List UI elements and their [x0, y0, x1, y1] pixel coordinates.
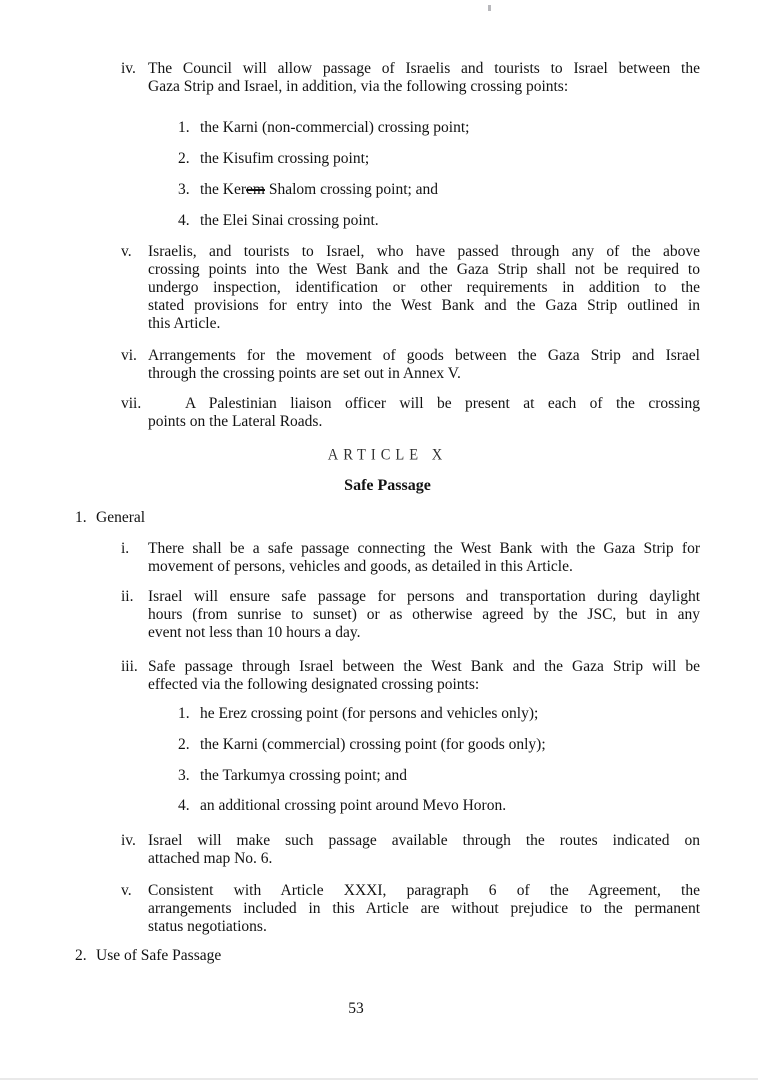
paragraph-line: Israelis, and tourists to Israel, who have passed through any of the above: [148, 243, 700, 260]
list-item-text: [200, 181, 700, 199]
paragraph-line: The Council will allow passage of Israelis and tourists to Israel between the: [148, 60, 700, 77]
paragraph-line: event not less than 10 hours a day.: [148, 624, 361, 641]
paragraph-label: iv.: [121, 60, 136, 77]
paragraph-line: A Palestinian liaison officer will be present at each of the crossing: [185, 395, 700, 412]
paragraph-label: iii.: [121, 658, 138, 675]
scan-artifact-speck: [488, 5, 491, 11]
section-header-use-of-safe-passage: [75, 947, 700, 965]
paragraph-line: effected via the following designated crossing points:: [148, 676, 480, 693]
list-item-number: 4.: [178, 797, 190, 814]
paragraph-line: arrangements included in this Article are without prejudice to the permanent: [148, 900, 700, 917]
list-item-text: the Karni (commercial) crossing point (for goods only);: [200, 736, 546, 753]
paragraph-line: movement of persons, vehicles and goods, as detailed in this Article.: [148, 558, 573, 575]
list-item-text: the Elei Sinai crossing point.: [200, 212, 379, 229]
paragraph-line: There shall be a safe passage connecting the West Bank with the Gaza Strip for: [148, 540, 700, 557]
list-item-number: 3.: [178, 181, 190, 198]
paragraph-label: ii.: [121, 588, 134, 605]
paragraph-line: Israel will ensure safe passage for persons and transportation during daylight: [148, 588, 700, 605]
list-item-text: the Karni (non-commercial) crossing point;: [200, 119, 470, 136]
list-item: [75, 767, 700, 785]
list-item-number: 1.: [178, 705, 190, 722]
list-item-number: 1.: [178, 119, 190, 136]
paragraph-label: vi.: [121, 347, 137, 364]
paragraph-label: iv.: [121, 832, 136, 849]
paragraph-line: status negotiations.: [148, 918, 267, 935]
list-item-number: 4.: [178, 212, 190, 229]
paragraph-line: hours (from sunrise to sunset) or as otherwise agreed by the JSC, but in any: [148, 606, 700, 623]
page-content: [75, 60, 700, 965]
paragraph-line: Safe passage through Israel between the West Bank and the Gaza Strip will be: [148, 658, 700, 675]
paragraph-line: undergo inspection, identification or other requirements in addition to the: [148, 279, 700, 296]
section-title: Use of Safe Passage: [96, 947, 222, 964]
paragraph-label: vii.: [121, 395, 142, 412]
list-item: [75, 212, 700, 230]
paragraph-line: crossing points into the West Bank and the Gaza Strip shall not be required to: [148, 261, 700, 278]
paragraph-i: [75, 540, 700, 576]
paragraph-label: v.: [121, 882, 132, 899]
paragraph-line: through the crossing points are set out in Annex V.: [148, 365, 461, 382]
section-number: 1.: [75, 509, 87, 526]
paragraph-iv: [75, 60, 700, 96]
list-item: [75, 705, 700, 723]
page-number: 53: [348, 1000, 364, 1017]
paragraph-line: this Article.: [148, 315, 221, 332]
paragraph-iv-2: [75, 832, 700, 868]
overstruck-text: em: [246, 181, 265, 198]
paragraph-vi: [75, 347, 700, 383]
list-item-number: 2.: [178, 736, 190, 753]
list-item-text: he Erez crossing point (for persons and vehicles only);: [200, 705, 539, 722]
paragraph-vii: [75, 395, 700, 431]
paragraph-line: Arrangements for the movement of goods between the Gaza Strip and Israel: [148, 347, 700, 364]
paragraph-line: attached map No. 6.: [148, 850, 273, 867]
paragraph-line: Consistent with Article XXXI, paragraph 6 of the Agreement, the: [148, 882, 700, 899]
section-title: General: [96, 509, 146, 526]
list-item-number: 3.: [178, 767, 190, 784]
paragraph-v: [75, 243, 700, 333]
list-item-text: an additional crossing point around Mevo Horon.: [200, 797, 507, 814]
list-item: [75, 736, 700, 754]
paragraph-line: stated provisions for entry into the West Bank and the Gaza Strip outlined in: [148, 297, 700, 314]
paragraph-ii: [75, 588, 700, 642]
list-item-number: 2.: [178, 150, 190, 167]
paragraph-v-2: [75, 882, 700, 936]
paragraph-line: points on the Lateral Roads.: [148, 413, 323, 430]
paragraph-label: v.: [121, 243, 132, 260]
list-item-text-post: Shalom crossing point; and: [264, 181, 439, 198]
list-item: [75, 181, 700, 199]
paragraph-label: i.: [121, 540, 130, 557]
list-item-text: the Tarkumya crossing point; and: [200, 767, 407, 784]
list-item-text: the Kisufim crossing point;: [200, 150, 370, 167]
list-item: [75, 150, 700, 168]
article-title: Safe Passage: [344, 477, 431, 494]
section-number: 2.: [75, 947, 87, 964]
list-item-text-pre: the Ker: [200, 181, 247, 198]
article-heading: ARTICLE X: [327, 446, 448, 464]
paragraph-line: Gaza Strip and Israel, in addition, via the following crossing points:: [148, 78, 569, 95]
paragraph-line: Israel will make such passage available through the routes indicated on: [148, 832, 700, 849]
section-header-general: [75, 509, 700, 527]
paragraph-iii: [75, 658, 700, 694]
list-item: [75, 119, 700, 137]
list-item: [75, 797, 700, 815]
